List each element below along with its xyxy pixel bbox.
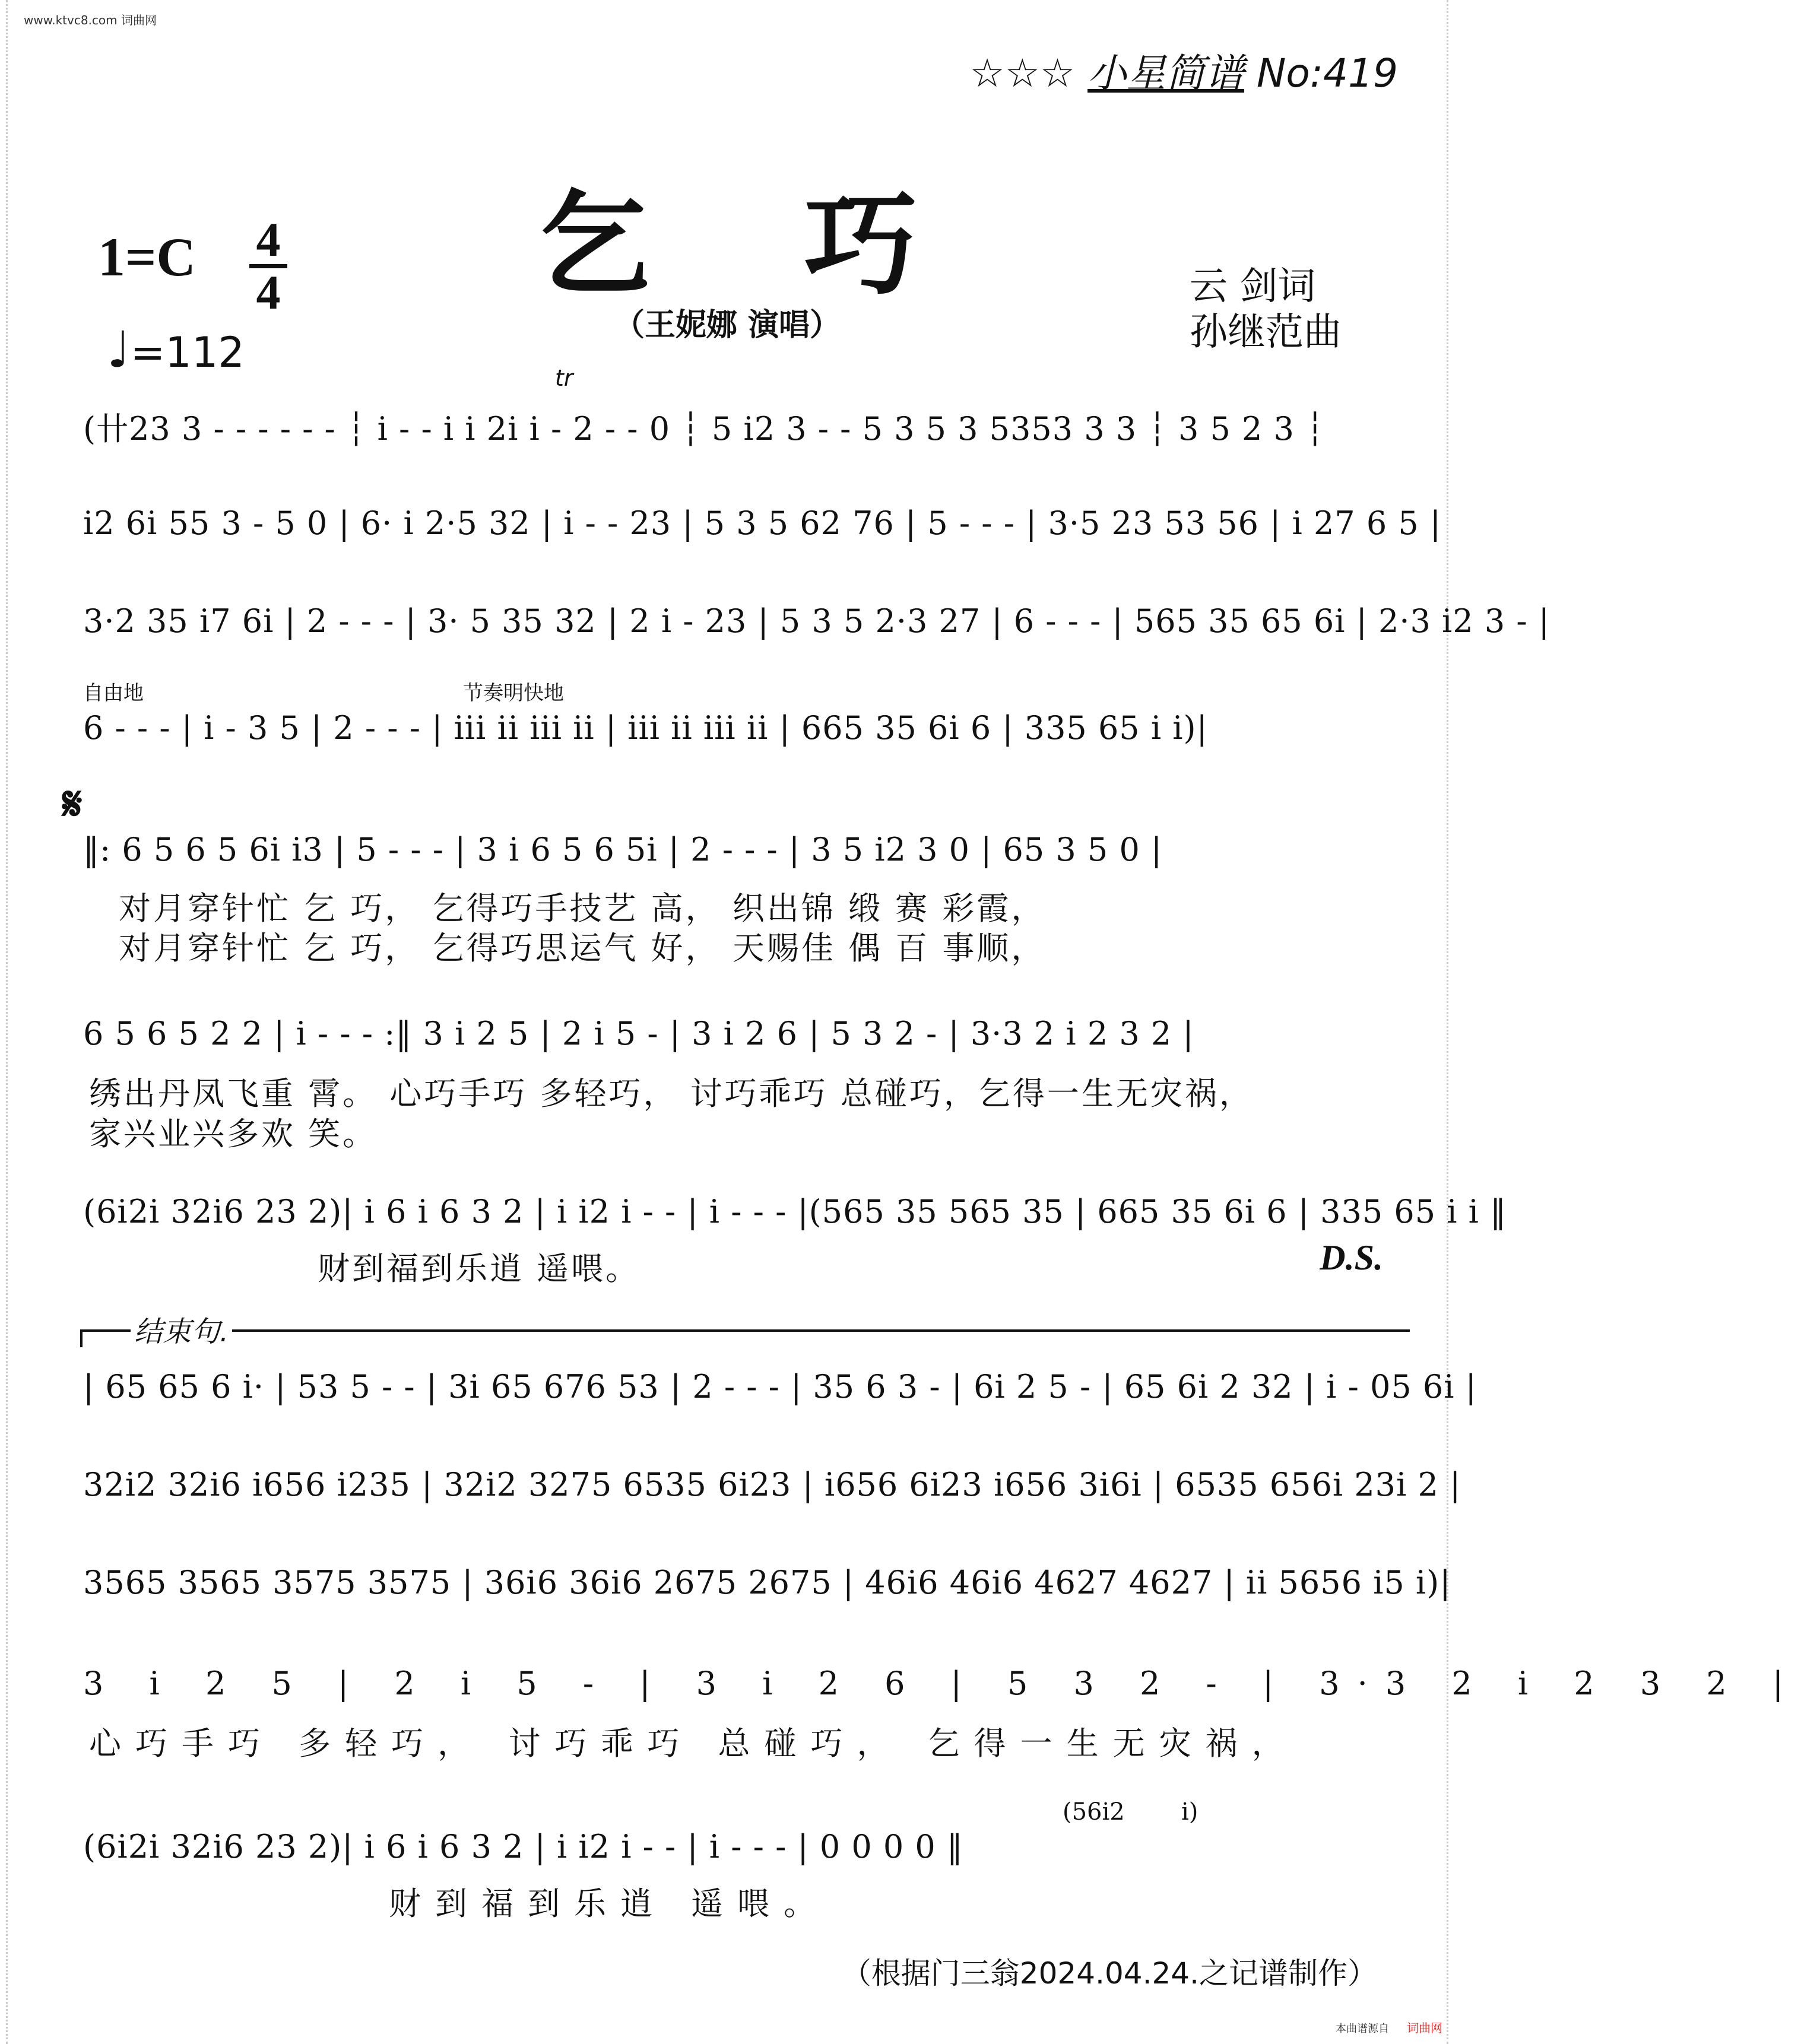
score-line-4: 6 - - - | i - 3 5 | 2 - - - | iii ii iii ii | iii ii iii ii | 665 35 6i 6 | 335 65 i i)| xyxy=(83,709,1208,747)
song-title: 乞巧 xyxy=(537,178,1071,310)
site-tag: www.ktvc8.com 词曲网 xyxy=(24,13,157,27)
lyric-final-1: 心巧手巧 多轻巧， 讨巧乖巧 总碰巧， 乞得一生无灾祸， xyxy=(89,1725,1298,1762)
score-line-6: 6 5 6 5 2 2 | i - - - :‖ 3 i 2 5 | 2 i 5 - | 3 i 2 6 | 5 3 2 - | 3·3 2 i 2 3 2 | xyxy=(83,1015,1194,1052)
lyric-verse1-b: 绣出丹凤飞重 霄。 心巧手巧 多轻巧， 讨巧乖巧 总碰巧，乞得一生无灾祸， xyxy=(89,1075,1254,1112)
score-line-7: (6i2i 32i6 23 2)| i 6 i 6 3 2 | i i2 i - - | i - - - |(565 35 565 35 | 665 35 6i 6 | 335 65 i i ‖ xyxy=(83,1193,1507,1230)
ending-label: 结束句. xyxy=(131,1309,232,1350)
lyricist: 云 剑词 xyxy=(1190,265,1316,309)
transcription-note: （根据门三翁2024.04.24.之记谱制作） xyxy=(841,1956,1377,1991)
lyric-verse2-a: 对月穿针忙 乞 巧， 乞得巧思运气 好， 天赐佳 偶 百 事顺， xyxy=(119,929,1046,967)
grace-notes: (56i2 xyxy=(1063,1798,1125,1826)
score-line-11: 3 i 2 5 | 2 i 5 - | 3 i 2 6 | 5 3 2 - | 3·3 2 i 2 3 2 | xyxy=(83,1665,1801,1702)
lively-tempo-mark: 节奏明快地 xyxy=(463,681,564,705)
score-line-5: ‖: 6 5 6 5 6i i3 | 5 - - - | 3 i 6 5 6 5i | 2 - - - | 3 5 i2 3 0 | 65 3 5 0 | xyxy=(83,831,1163,868)
free-tempo-mark: 自由地 xyxy=(83,681,144,705)
lyric-verse1-a: 对月穿针忙 乞 巧， 乞得巧手技艺 高， 织出锦 缎 赛 彩霞， xyxy=(119,890,1046,927)
score-line-9: 32i2 32i6 i656 i235 | 32i2 3275 6535 6i23 | i656 6i23 i656 3i6i | 6535 656i 23i 2 | xyxy=(83,1466,1461,1503)
quarter-note-icon: ♩ xyxy=(107,320,131,379)
score-line-1: (卄23 3 - - - - - - ┆ i - - i i 2i i - 2 - - 0 ┆ 5 i2 3 - - 5 3 5 3 5353 3 3 ┆ 3 5 2 3 ┆ xyxy=(83,410,1326,447)
score-line-10: 3565 3565 3575 3575 | 36i6 36i6 2675 2675 | 46i6 46i6 4627 4627 | ii 5656 i5 i)| xyxy=(83,1564,1451,1601)
segno-icon: 𝄋 xyxy=(62,777,83,831)
trill-mark: tr xyxy=(555,365,573,391)
ending-bracket xyxy=(80,1329,1410,1332)
time-signature xyxy=(249,212,287,319)
score-line-8: | 65 65 6 i· | 53 5 - - | 3i 65 676 53 | 2 - - - | 35 6 3 - | 6i 2 5 - | 65 6i 2 32 | i - 05 6i | xyxy=(83,1368,1477,1405)
singer-credit: （王妮娜 演唱） xyxy=(613,307,841,343)
time-signature-top: 4 xyxy=(256,212,281,266)
score-line-2: i2 6i 55 3 - 5 0 | 6· i 2·5 32 | i - - 23 | 5 3 5 62 76 | 5 - - - | 3·5 23 53 56 | i 27 6 5 | xyxy=(83,504,1442,542)
lyric-final-2: 财到福到乐逍 遥喂。 xyxy=(389,1885,830,1922)
composer: 孙继范曲 xyxy=(1190,310,1342,354)
score-line-12: (6i2i 32i6 23 2)| i 6 i 6 3 2 | i i2 i - - | i - - - | 0 0 0 0 ‖ xyxy=(83,1828,963,1865)
rating-stars: ☆☆☆ xyxy=(969,50,1076,96)
tempo-marking xyxy=(107,320,245,379)
time-signature-bottom: 4 xyxy=(256,265,281,319)
corner-source: 本曲谱源自 xyxy=(1336,2023,1389,2035)
series-number: No:419 xyxy=(1257,50,1398,96)
series-name: 小星简谱 xyxy=(1087,50,1245,96)
key-signature: 1=C xyxy=(98,227,196,287)
series-label xyxy=(970,42,1398,98)
corner-brand: 词曲网 xyxy=(1407,2021,1442,2035)
credits xyxy=(1190,264,1342,356)
tempo-value: =112 xyxy=(130,328,245,377)
ending-bracket-tick xyxy=(80,1329,83,1347)
alternate-note: i) xyxy=(1181,1798,1198,1826)
dal-segno-mark: D.S. xyxy=(1320,1238,1383,1277)
score-line-3: 3·2 35 i7 6i | 2 - - - | 3· 5 35 32 | 2 i - 23 | 5 3 5 2·3 27 | 6 - - - | 565 35 65 6i | 2·3 i2 3 - | xyxy=(83,602,1550,640)
lyric-verse2-b: 家兴业兴多欢 笑。 xyxy=(89,1115,378,1153)
lyric-refrain: 财到福到乐逍 遥喂。 xyxy=(318,1250,641,1287)
